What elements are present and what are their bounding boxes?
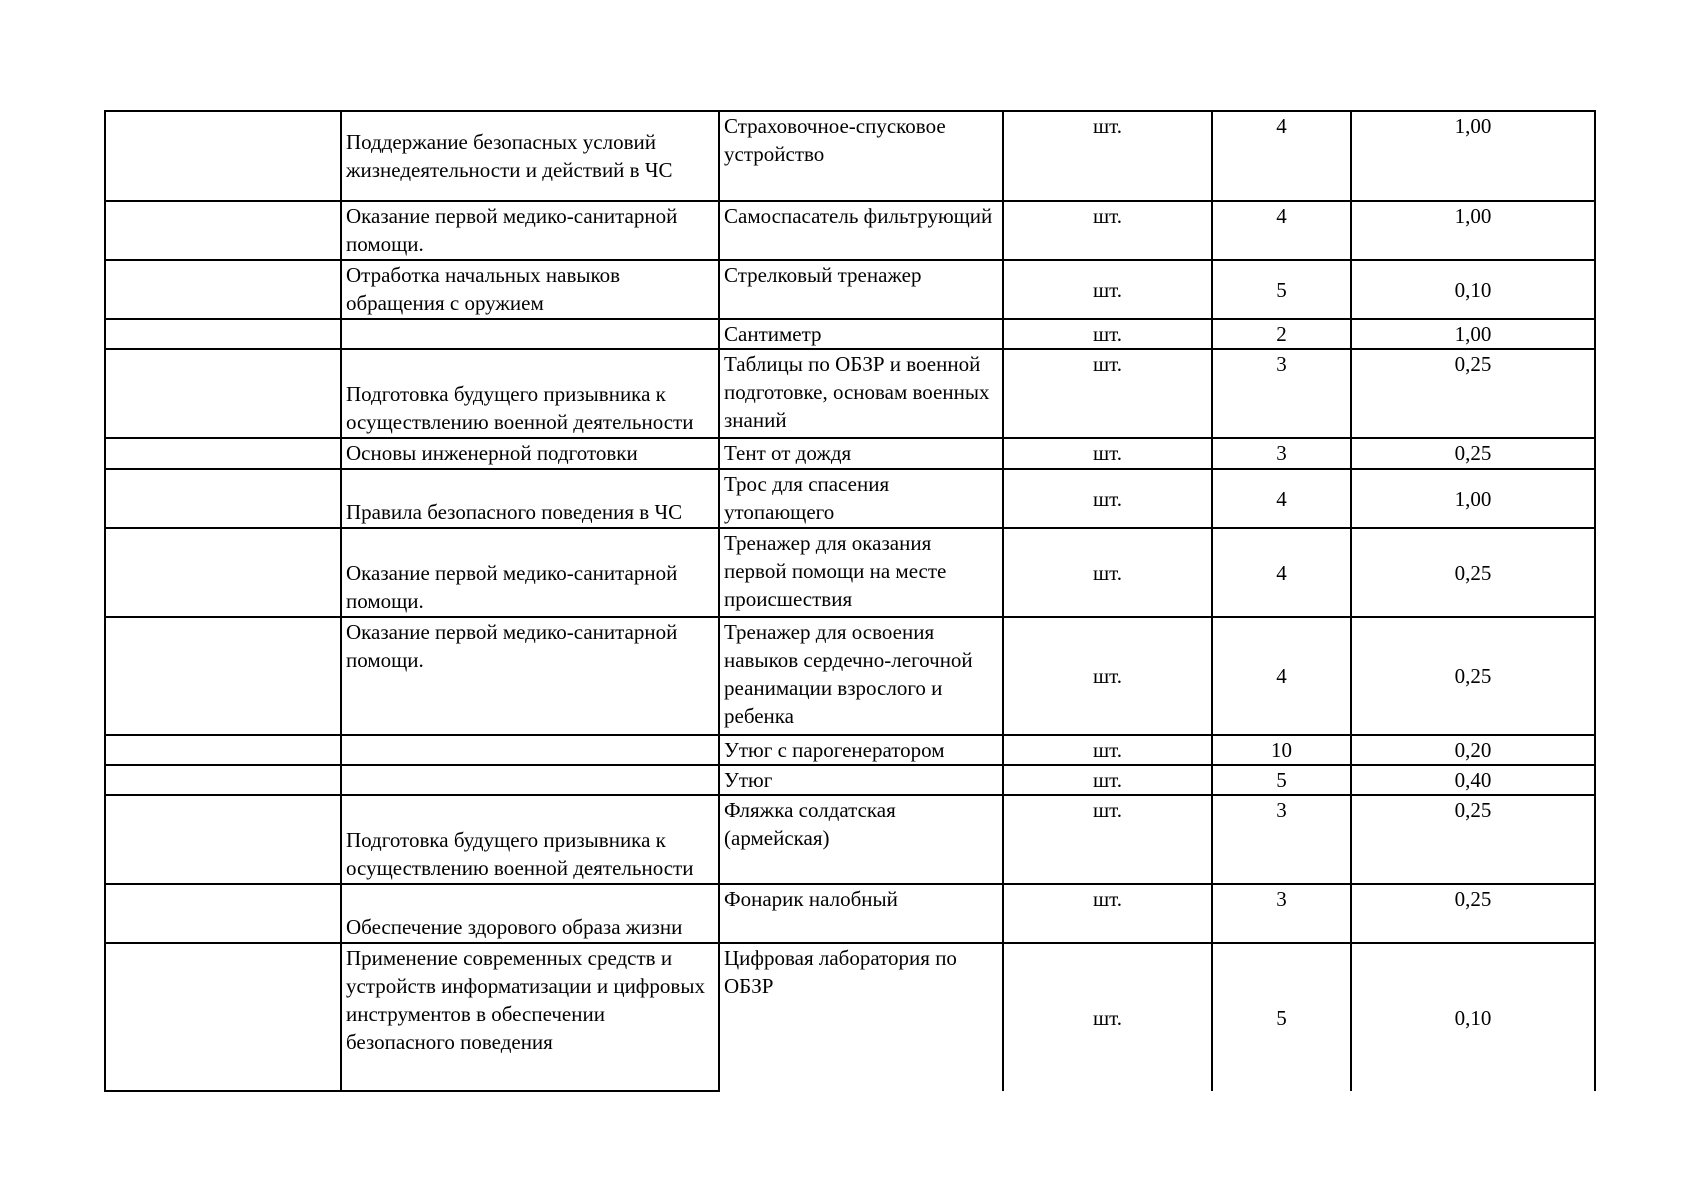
topic-cell: Поддержание безопасных условий жизнедеятельности и действий в ЧС xyxy=(341,111,719,201)
unit-cell: шт. xyxy=(1003,438,1212,469)
coefficient-cell: 1,00 xyxy=(1351,111,1595,201)
quantity-cell: 5 xyxy=(1212,943,1351,1091)
quantity-cell: 2 xyxy=(1212,319,1351,349)
unit-cell: шт. xyxy=(1003,201,1212,260)
unit-cell: шт. xyxy=(1003,735,1212,765)
empty-cell xyxy=(105,319,341,349)
item-name-cell: Тент от дождя xyxy=(719,438,1003,469)
empty-cell xyxy=(105,943,341,1091)
table-row xyxy=(105,884,1595,943)
topic-cell: Отработка начальных навыков обращения с оружием xyxy=(341,260,719,319)
empty-cell xyxy=(105,349,341,438)
coefficient-cell: 0,25 xyxy=(1351,884,1595,943)
quantity-cell: 3 xyxy=(1212,438,1351,469)
item-name-cell: Сантиметр xyxy=(719,319,1003,349)
item-name-cell: Стрелковый тренажер xyxy=(719,260,1003,319)
topic-cell: Оказание первой медико-санитарной помощи. xyxy=(341,528,719,617)
empty-cell xyxy=(105,765,341,795)
topic-cell: Обеспечение здорового образа жизни xyxy=(341,884,719,943)
table-row xyxy=(105,735,1595,765)
table-row xyxy=(105,528,1595,617)
item-name-cell: Трос для спасения утопающего xyxy=(719,469,1003,528)
topic-cell: Оказание первой медико-санитарной помощи. xyxy=(341,201,719,260)
topic-cell xyxy=(341,319,719,349)
topic-cell: Основы инженерной подготовки xyxy=(341,438,719,469)
unit-cell: шт. xyxy=(1003,111,1212,201)
quantity-cell: 5 xyxy=(1212,260,1351,319)
empty-cell xyxy=(105,260,341,319)
topic-cell xyxy=(341,765,719,795)
topic-cell: Подготовка будущего призывника к осуществлению военной деятельности xyxy=(341,795,719,884)
empty-cell xyxy=(105,469,341,528)
empty-cell xyxy=(105,795,341,884)
unit-cell: шт. xyxy=(1003,349,1212,438)
unit-cell: шт. xyxy=(1003,528,1212,617)
table-row xyxy=(105,201,1595,260)
table-row xyxy=(105,349,1595,438)
quantity-cell: 5 xyxy=(1212,765,1351,795)
quantity-cell: 4 xyxy=(1212,111,1351,201)
table-row xyxy=(105,943,1595,1091)
empty-cell xyxy=(105,528,341,617)
quantity-cell: 4 xyxy=(1212,528,1351,617)
unit-cell: шт. xyxy=(1003,319,1212,349)
table-row xyxy=(105,260,1595,319)
empty-cell xyxy=(105,201,341,260)
table-row xyxy=(105,111,1595,201)
unit-cell: шт. xyxy=(1003,469,1212,528)
table-row xyxy=(105,469,1595,528)
coefficient-cell: 0,25 xyxy=(1351,795,1595,884)
coefficient-cell: 0,25 xyxy=(1351,617,1595,735)
quantity-cell: 10 xyxy=(1212,735,1351,765)
coefficient-cell: 1,00 xyxy=(1351,469,1595,528)
topic-cell: Применение современных средств и устройств информатизации и цифровых инструментов в обеспечении безопасного поведения xyxy=(341,943,719,1091)
coefficient-cell: 0,10 xyxy=(1351,260,1595,319)
unit-cell: шт. xyxy=(1003,617,1212,735)
coefficient-cell: 0,25 xyxy=(1351,528,1595,617)
coefficient-cell: 0,25 xyxy=(1351,438,1595,469)
coefficient-cell: 0,40 xyxy=(1351,765,1595,795)
empty-cell xyxy=(105,438,341,469)
coefficient-cell: 1,00 xyxy=(1351,201,1595,260)
table-row xyxy=(105,795,1595,884)
topic-cell: Оказание первой медико-санитарной помощи. xyxy=(341,617,719,735)
table-row xyxy=(105,438,1595,469)
coefficient-cell: 0,10 xyxy=(1351,943,1595,1091)
coefficient-cell: 0,20 xyxy=(1351,735,1595,765)
item-name-cell: Самоспасатель фильтрующий xyxy=(719,201,1003,260)
empty-cell xyxy=(105,735,341,765)
unit-cell: шт. xyxy=(1003,943,1212,1091)
empty-cell xyxy=(105,884,341,943)
item-name-cell: Тренажер для освоения навыков сердечно-легочной реанимации взрослого и ребенка xyxy=(719,617,1003,735)
unit-cell: шт. xyxy=(1003,884,1212,943)
unit-cell: шт. xyxy=(1003,765,1212,795)
unit-cell: шт. xyxy=(1003,260,1212,319)
item-name-cell: Цифровая лаборатория по ОБЗР xyxy=(719,943,1003,1091)
quantity-cell: 4 xyxy=(1212,469,1351,528)
item-name-cell: Утюг xyxy=(719,765,1003,795)
table-row xyxy=(105,765,1595,795)
empty-cell xyxy=(105,617,341,735)
item-name-cell: Утюг с парогенератором xyxy=(719,735,1003,765)
table-row xyxy=(105,319,1595,349)
item-name-cell: Фонарик налобный xyxy=(719,884,1003,943)
topic-cell: Правила безопасного поведения в ЧС xyxy=(341,469,719,528)
item-name-cell: Таблицы по ОБЗР и военной подготовке, основам военных знаний xyxy=(719,349,1003,438)
unit-cell: шт. xyxy=(1003,795,1212,884)
quantity-cell: 4 xyxy=(1212,201,1351,260)
coefficient-cell: 1,00 xyxy=(1351,319,1595,349)
item-name-cell: Фляжка солдатская (армейская) xyxy=(719,795,1003,884)
coefficient-cell: 0,25 xyxy=(1351,349,1595,438)
quantity-cell: 3 xyxy=(1212,884,1351,943)
topic-cell: Подготовка будущего призывника к осуществлению военной деятельности xyxy=(341,349,719,438)
empty-cell xyxy=(105,111,341,201)
quantity-cell: 4 xyxy=(1212,617,1351,735)
quantity-cell: 3 xyxy=(1212,795,1351,884)
equipment-table xyxy=(104,110,1596,1092)
quantity-cell: 3 xyxy=(1212,349,1351,438)
item-name-cell: Страховочное-спусковое устройство xyxy=(719,111,1003,201)
table-row xyxy=(105,617,1595,735)
topic-cell xyxy=(341,735,719,765)
item-name-cell: Тренажер для оказания первой помощи на месте происшествия xyxy=(719,528,1003,617)
